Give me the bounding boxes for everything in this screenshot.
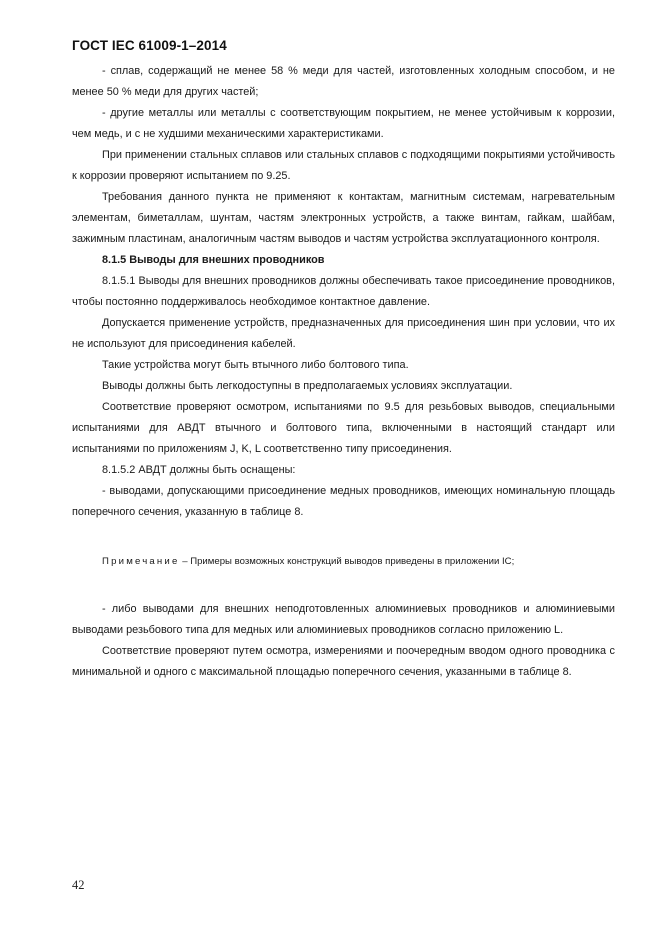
paragraph-accessibility: Выводы должны быть легкодоступны в предполагаемых условиях эксплуатации.	[102, 380, 513, 392]
paragraph-final-compliance: Соответствие проверяют путем осмотра, измерениями и поочередным вводом одного проводника с минимальной и одного с максимальной площадью поперечного сечения, указанными в таблице 8.	[72, 645, 615, 678]
paragraph-steel-alloys: При применении стальных сплавов или стальных сплавов с подходящими покрытиями устойчивость к коррозии проверяют испытанием по 9.25.	[72, 149, 615, 182]
paragraph-aluminium-terminals: - либо выводами для внешних неподготовленных алюминиевых проводников и алюминиевыми выводами резьбового типа для медных или алюминиевых проводников согласно приложению L.	[72, 603, 615, 636]
document-header: ГОСТ IEC 61009-1–2014	[72, 38, 227, 53]
section-heading-8-1-5: 8.1.5 Выводы для внешних проводников	[102, 254, 325, 266]
paragraph-exclusions: Требования данного пункта не применяют к контактам, магнитным системам, нагревательным элементам, биметаллам, шунтам, частям электронных устройств, а также винтам, гайкам, шайбам, зажимным пластинам, аналогичным частям выводов и частям устройства эксплуатационного контроля.	[72, 191, 615, 245]
paragraph-device-types: Такие устройства могут быть втычного либо болтового типа.	[102, 359, 409, 371]
paragraph-8-1-5-1: 8.1.5.1 Выводы для внешних проводников должны обеспечивать такое присоединение проводников, чтобы постоянно поддерживалось необходимое контактное давление.	[72, 275, 615, 308]
paragraph-copper-terminals: - выводами, допускающими присоединение медных проводников, имеющих номинальную площадь поперечного сечения, указанную в таблице 8.	[72, 485, 615, 518]
paragraph-other-metals: - другие металлы или металлы с соответствующим покрытием, не менее устойчивым к коррозии, чем медь, и с не худшими механическими характеристиками.	[72, 107, 615, 140]
paragraph-bus-devices: Допускается применение устройств, предназначенных для присоединения шин при условии, что их не используют для присоединения кабелей.	[72, 317, 615, 350]
note-text: – Примеры возможных конструкций выводов приведены в приложении IC;	[179, 556, 515, 567]
document-body	[72, 61, 615, 683]
paragraph-8-1-5-2: 8.1.5.2 АВДТ должны быть оснащены:	[102, 464, 296, 476]
paragraph-compliance-check: Соответствие проверяют осмотром, испытаниями по 9.5 для резьбовых выводов, специальными испытаниями для АВДТ втычного и болтового типа, включенными в настоящий стандарт или испытаниями по приложениям J, K, L соответственно типу присоединения.	[72, 401, 615, 455]
page-number: 42	[72, 878, 85, 892]
note-label: Примечание	[102, 556, 180, 567]
note	[72, 551, 615, 572]
paragraph-alloy-copper: - сплав, содержащий не менее 58 % меди для частей, изготовленных холодным способом, и не менее 50 % меди для других частей;	[72, 65, 615, 98]
